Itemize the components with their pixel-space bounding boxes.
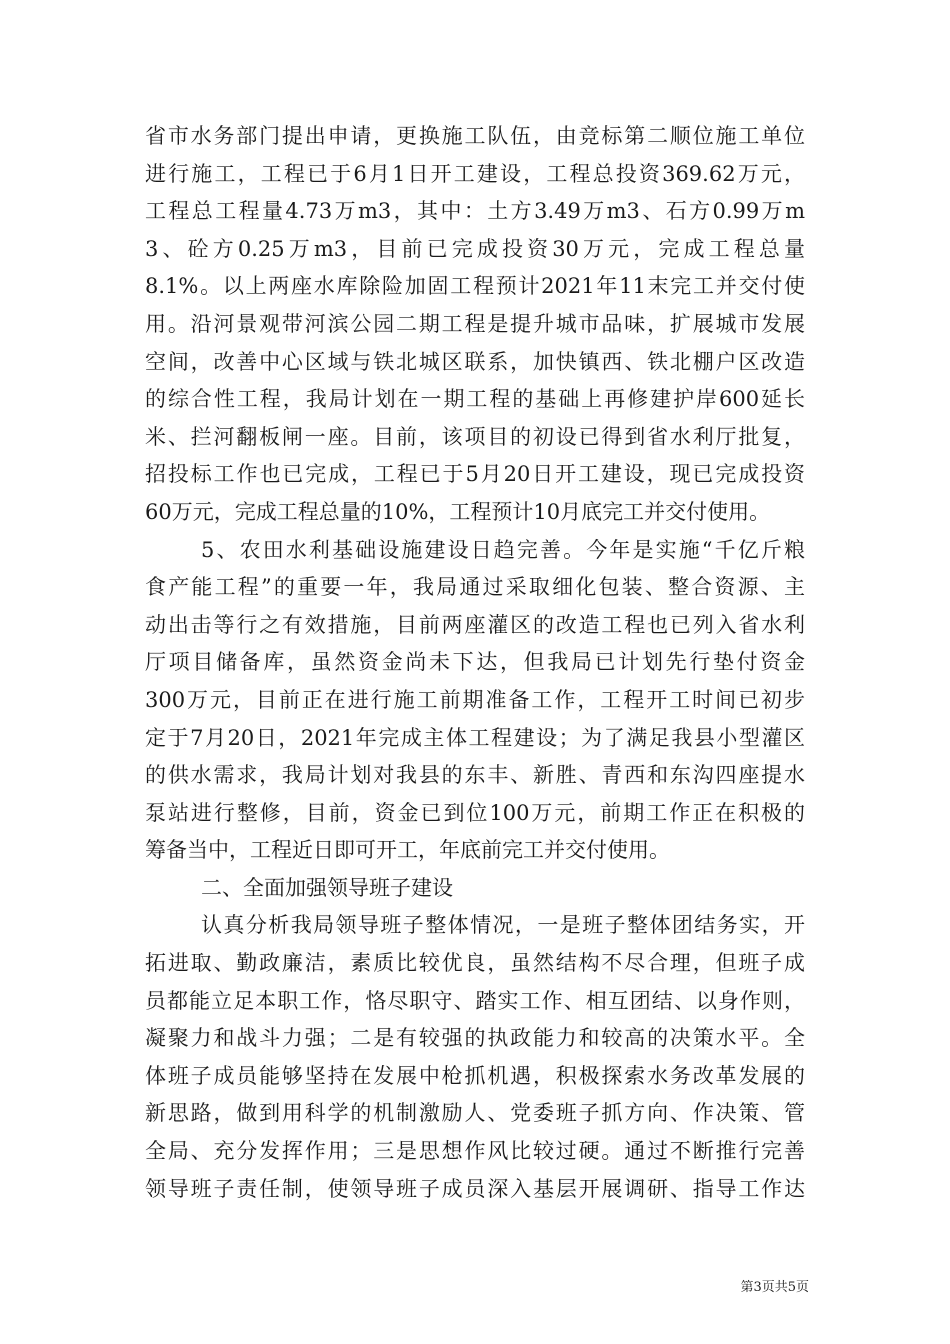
document-body bbox=[145, 118, 805, 1208]
text-line: 员都能立足本职工作，恪尽职守、踏实工作、相互团结、以身作则， bbox=[145, 988, 805, 1013]
text-line: 用。沿河景观带河滨公园二期工程是提升城市品味，扩展城市发展 bbox=[145, 311, 805, 336]
text-line: 空间，改善中心区域与铁北城区联系，加快镇西、铁北棚户区改造 bbox=[145, 349, 805, 374]
text-line: 凝聚力和战斗力强；二是有较强的执政能力和较高的决策水平。全 bbox=[145, 1026, 805, 1051]
text-line: 省市水务部门提出申请，更换施工队伍，由竞标第二顺位施工单位 bbox=[145, 124, 805, 148]
text-line: 的供水需求，我局计划对我县的东丰、新胜、青西和东沟四座提水 bbox=[145, 763, 805, 788]
text-line: 动出击等行之有效措施，目前两座灌区的改造工程也已列入省水利 bbox=[145, 612, 805, 637]
text-line: 3、砼方0.25万m3，目前已完成投资30万元，完成工程总量 bbox=[145, 236, 805, 261]
text-line: 全局、充分发挥作用；三是思想作风比较过硬。通过不断推行完善 bbox=[145, 1139, 805, 1164]
text-line: 拓进取、勤政廉洁，素质比较优良，虽然结构不尽合理，但班子成 bbox=[145, 951, 805, 976]
text-line: 的综合性工程，我局计划在一期工程的基础上再修建护岸600延长 bbox=[145, 387, 805, 412]
page-number-footer: 第3页共5页 bbox=[740, 1280, 809, 1295]
text-line: 进行施工，工程已于6月1日开工建设，工程总投资369.62万元， bbox=[145, 161, 805, 186]
text-line: 工程总工程量4.73万m3，其中：土方3.49万m3、石方0.99万m bbox=[145, 199, 805, 224]
text-line: 领导班子责任制，使领导班子成员深入基层开展调研、指导工作达 bbox=[145, 1176, 805, 1201]
text-line: 8.1%。以上两座水库除险加固工程预计2021年11末完工并交付使 bbox=[145, 274, 805, 299]
text-line: 300万元，目前正在进行施工前期准备工作，工程开工时间已初步 bbox=[145, 687, 805, 712]
text-line: 米、拦河翻板闸一座。目前，该项目的初设已得到省水利厅批复， bbox=[145, 424, 805, 449]
section-heading: 二、全面加强领导班子建设 bbox=[201, 875, 453, 900]
text-line: 食产能工程”的重要一年，我局通过采取细化包装、整合资源、主 bbox=[145, 575, 805, 600]
text-line: 体班子成员能够坚持在发展中枪抓机遇，积极探索水务改革发展的 bbox=[145, 1063, 805, 1088]
paragraph-start-line: 5、农田水利基础设施建设日趋完善。今年是实施“千亿斤粮 bbox=[201, 537, 805, 562]
text-line: 筹备当中，工程近日即可开工，年底前完工并交付使用。 bbox=[145, 838, 670, 863]
text-line: 厅项目储备库，虽然资金尚未下达，但我局已计划先行垫付资金 bbox=[145, 650, 805, 675]
text-line: 招投标工作也已完成，工程已于5月20日开工建设，现已完成投资 bbox=[145, 462, 805, 487]
paragraph-start-line: 认真分析我局领导班子整体情况，一是班子整体团结务实，开 bbox=[201, 913, 805, 938]
text-line: 泵站进行整修，目前，资金已到位100万元，前期工作正在积极的 bbox=[145, 800, 805, 825]
text-line: 新思路，做到用科学的机制激励人、党委班子抓方向、作决策、管 bbox=[145, 1101, 805, 1126]
text-line: 定于7月20日，2021年完成主体工程建设；为了满足我县小型灌区 bbox=[145, 725, 805, 750]
text-line: 60万元，完成工程总量的10%，工程预计10月底完工并交付使用。 bbox=[145, 499, 771, 524]
